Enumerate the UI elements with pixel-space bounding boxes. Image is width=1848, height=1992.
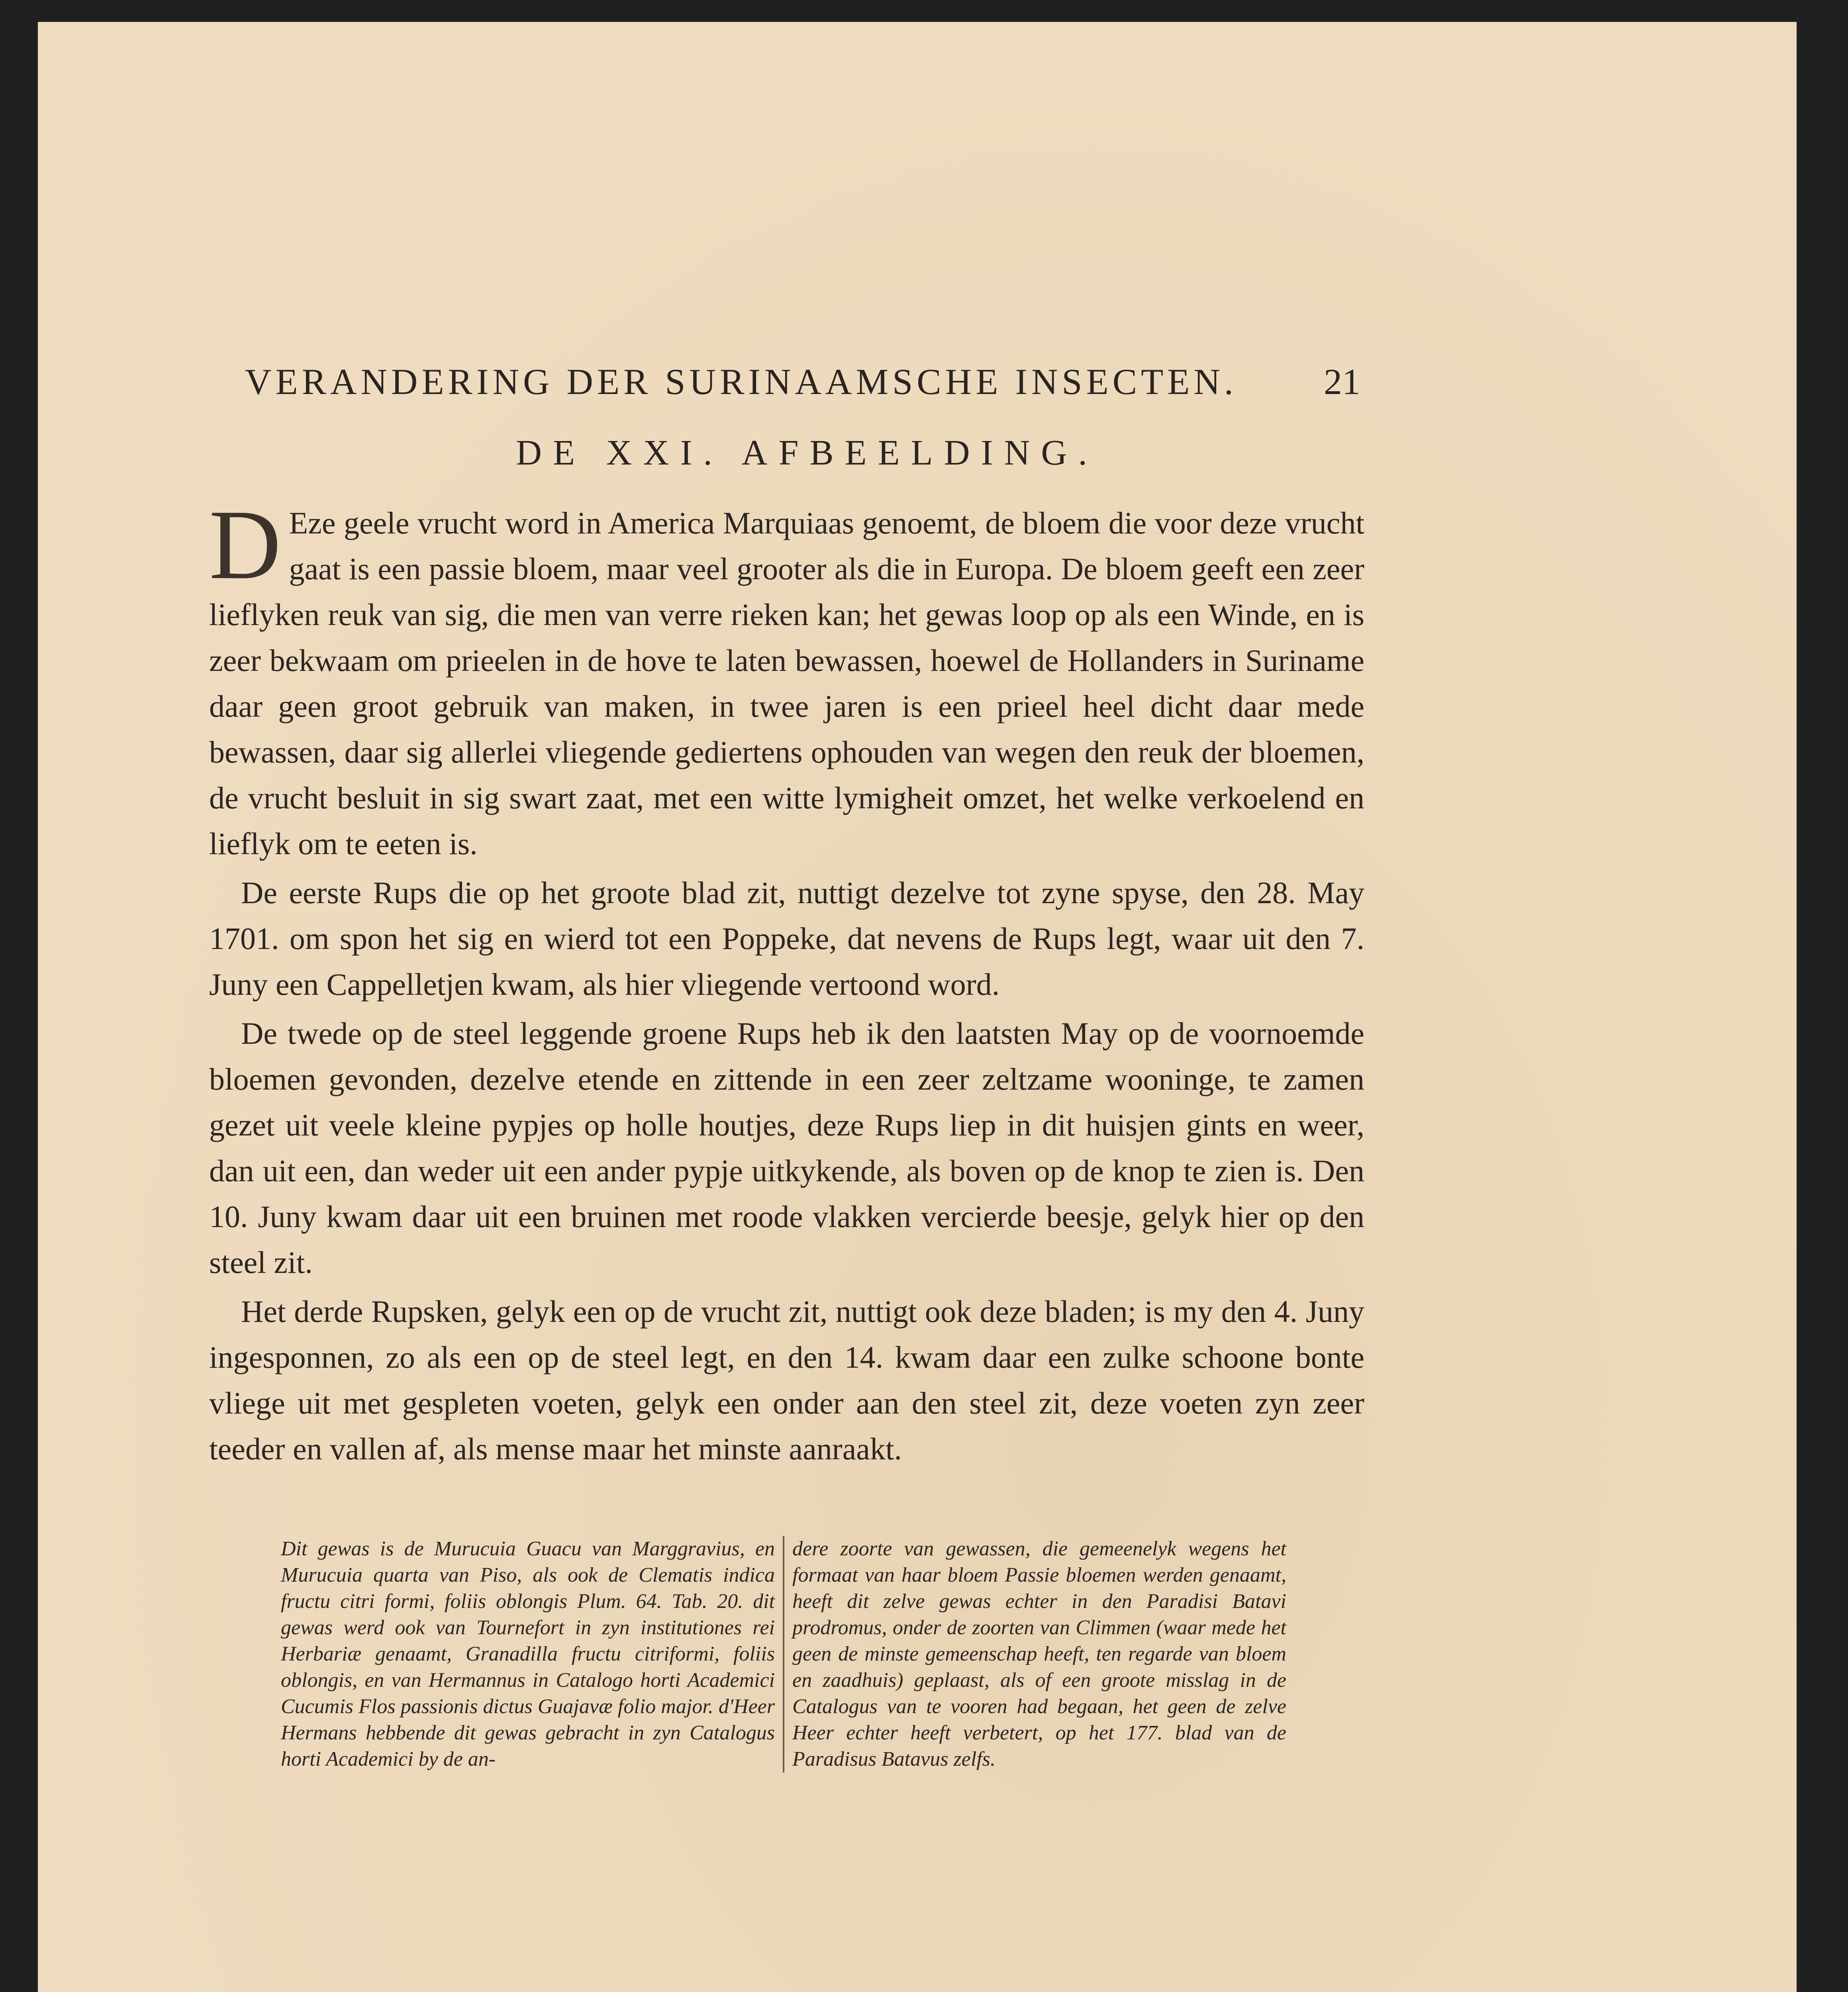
footnotes — [281, 1536, 1301, 1772]
running-header — [245, 361, 1360, 403]
header-title: VERANDERING DER SURINAAMSCHE INSECTEN. — [245, 361, 1237, 402]
footnote-right-column: dere zoorte van gewassen, die gemeenelyk wegens het formaat van haar bloem Passie bloemen werden genaamt, heeft dit zelve gewas echter in den Paradisi Batavi prodromus, onder de zoorten van Climmen (waar mede het geen de minste gemeenschap heeft, ten regarde van bloem en zaadhuis) geplaast, als of een groote misslag in de Catalogus van te vooren had begaan, het geen de zelve Heer echter heeft verbetert, op het 177. blad van de Paradisus Batavus zelfs. — [792, 1537, 1286, 1770]
paragraph-2: De eerste Rups die op het groote blad zit, nuttigt dezelve tot zyne spyse, den 28. May 1701. om spon het sig en wierd tot een Poppeke, dat nevens de Rups legt, waar uit den 7. Juny een Cappelletjen kwam, als hier vliegende vertoond word. — [209, 875, 1364, 1002]
main-text — [209, 490, 1364, 1475]
paragraph-4: Het derde Rupsken, gelyk een op de vrucht zit, nuttigt ook deze bladen; is my den 4. Juny ingesponnen, zo als een op de steel legt, en den 14. kwam daar een zulke schoone bonte vliege uit met gespleten voeten, gelyk een onder aan den steel zit, deze voeten zyn zeer teeder en vallen af, als mense maar het minste aanraakt. — [209, 1294, 1364, 1466]
paragraph-1-text: Eze geele vrucht word in America Marquiaas genoemt, de bloem die voor deze vrucht gaat is een passie bloem, maar veel grooter als die in Europa. De bloem geeft een zeer lieflyken reuk van sig, die men van verre rieken kan; het gewas loop op als een Winde, en is zeer bekwaam om prieelen in de hove te laten bewassen, hoewel de Hollanders in Suriname daar geen groot gebruik van maken, in twee jaren is een prieel heel dicht daar mede bewassen, daar sig allerlei vliegende gediertens ophouden van wegen den reuk der bloemen, de vrucht besluit in sig swart zaat, met een witte lymigheit omzet, het welke verkoelend en lieflyk om te eeten is. — [209, 506, 1364, 861]
column-divider — [783, 1536, 784, 1772]
footnote-left-column: Dit gewas is de Murucuia Guacu van Marggravius, en Murucuia quarta van Piso, als ook de Clematis indica fructu citri formi, foliis oblongis Plum. 64. Tab. 20. dit gewas werd ook van Tournefort in zyn institutiones rei Herbariæ genaamt, Granadilla fructu citriformi, foliis oblongis, en van Hermannus in Catalogo horti Academici Cucumis Flos passionis dictus Guajavæ folio major. d'Heer Hermans hebbende dit gewas gebracht in zyn Catalogus horti Academici by de an- — [281, 1537, 775, 1770]
paragraph-3: De twede op de steel leggende groene Rups heb ik den laatsten May op de voornoemde bloemen gevonden, dezelve etende en zittende in een zeer zeltzame wooninge, te zamen gezet uit veele kleine pypjes op holle houtjes, deze Rups liep in dit huisjen gints en weer, dan uit een, dan weder uit een ander pypje uitkykende, als boven op de knop te zien is. Den 10. Juny kwam daar uit een bruinen met roode vlakken vercierde beesje, gelyk hier op den steel zit. — [209, 1016, 1364, 1280]
plate-title: DE XXI. AFBEELDING. — [516, 433, 1098, 473]
page-sheet — [38, 22, 1797, 1992]
page-number: 21 — [1324, 361, 1360, 402]
paragraph-1 — [209, 490, 1364, 867]
drop-cap: D — [209, 490, 281, 600]
